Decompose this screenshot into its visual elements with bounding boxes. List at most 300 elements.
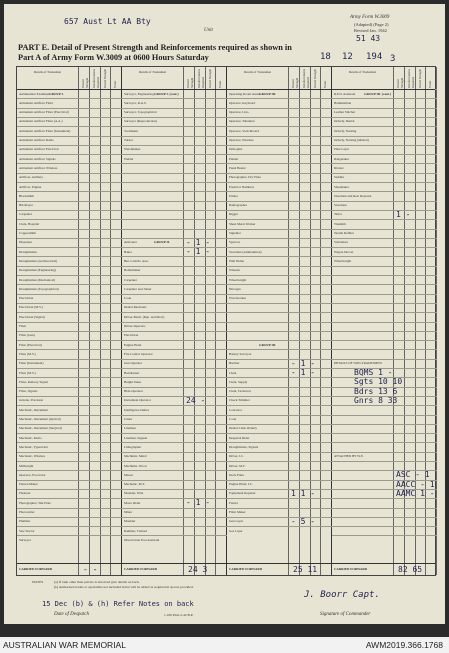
row-label: Riveter (334, 165, 344, 170)
row-line (332, 173, 437, 174)
group-heading: GROUP II. (154, 240, 170, 245)
row-line (332, 154, 437, 155)
row-line (332, 322, 437, 323)
row-label: Draughtsman, Signals (229, 444, 259, 449)
row-line (332, 108, 437, 109)
handwritten-entry: - 1 - (291, 368, 316, 377)
row-line (17, 424, 122, 425)
credit-right: AWM2019.366.1768 (365, 640, 443, 650)
row-label: Textile Refitter (334, 231, 355, 235)
row-line (227, 368, 332, 369)
row-label: Driver, I.C. (229, 454, 245, 459)
row-line (122, 173, 227, 174)
sub-column-header: Totals (323, 80, 328, 88)
row-line (122, 256, 227, 257)
row-line (332, 145, 437, 146)
row-line (227, 508, 332, 509)
row-line (17, 461, 122, 462)
row-line (227, 284, 332, 285)
group-heading: GROUP I. (49, 91, 64, 96)
row-label: Plasterer (19, 491, 31, 496)
row-label: Mechanic, Instrument (Surgical) (19, 426, 62, 431)
row-label: Wheeler (229, 268, 241, 273)
row-line (17, 387, 122, 388)
date-year: 194 (366, 52, 383, 62)
row-label: Butcher (229, 361, 240, 366)
row-line (227, 433, 332, 434)
row-label: Fitter (Gun) (19, 333, 35, 338)
row-label: Armament Artificer Fitter (Electrical) (19, 110, 69, 115)
row-label: R.P.O. Assistant (334, 91, 356, 96)
row-line (227, 340, 332, 341)
row-line (227, 396, 332, 397)
row-label: Fitter (M.V.) (19, 370, 36, 375)
row-line (17, 489, 122, 490)
row-label: Photowriter (19, 510, 35, 514)
row-line (227, 266, 332, 267)
row-label: Woodworker (229, 296, 247, 301)
row-label: Pattern Maker (19, 482, 38, 487)
non-tradesman-entry: Gnrs 8 33 (354, 395, 398, 405)
row-line (122, 284, 227, 285)
row-label: Surveyor, Topographical (124, 110, 157, 115)
row-label: Driver-Mech. (Rep. and Med.) (124, 314, 165, 319)
row-line (227, 349, 332, 350)
row-line (17, 359, 122, 360)
row-label: Mechanic, Radio (19, 435, 42, 440)
row-line (17, 163, 122, 164)
credit-bar (0, 637, 449, 653)
row-line (332, 117, 437, 118)
row-line (332, 275, 437, 276)
date-month: 12 (342, 52, 353, 62)
row-line (332, 238, 437, 239)
row-line (332, 424, 437, 425)
row-label: Signaller (229, 231, 241, 235)
row-label: Storeman and Rear Reporter (334, 193, 372, 198)
row-line (122, 229, 227, 230)
non-tradesman-entry: Sgts 10 10 (354, 377, 403, 387)
row-label: Machinist, Wood (124, 463, 147, 468)
row-line (332, 461, 437, 462)
row-label: Clerk, Hospital (19, 221, 40, 226)
group-heading: GROUP I. (cont.) (154, 91, 179, 96)
row-line (17, 275, 122, 276)
row-line (17, 415, 122, 416)
row-line (17, 238, 122, 239)
date-year-end: 3 (390, 54, 396, 64)
row-label: Clerk, Supply (229, 379, 248, 384)
row-label: Leather Stitcher (334, 110, 356, 115)
sub-column-header: Posted Strength (207, 69, 212, 88)
carried-forward-total: - - (83, 565, 98, 574)
row-line (227, 229, 332, 230)
row-line (17, 340, 122, 341)
sub-column-header: Totals (113, 80, 118, 88)
row-line (227, 163, 332, 164)
note-b: (b) Authorised trades or specialists not included in list will be added as required in spaces provided. (54, 585, 194, 589)
row-label: Wagon Drover (334, 249, 354, 254)
row-label: Sparrow (229, 240, 241, 245)
row-line (122, 154, 227, 155)
row-label: Fitter, Signals (19, 389, 38, 394)
row-label: Mason (124, 472, 133, 477)
handwritten-entry: 1 - (396, 209, 411, 219)
row-label: Dock Fitter (229, 472, 245, 477)
row-line (332, 442, 437, 443)
row-line (227, 182, 332, 183)
row-label: Moulder, Wire (124, 491, 144, 496)
row-line (332, 256, 437, 257)
row-label: Mechanic, M.T. (124, 482, 145, 487)
row-label: Tailor (334, 212, 342, 217)
printer-line: 1.100 Pads 2-42 B.P. (164, 613, 194, 617)
row-line (17, 396, 122, 397)
row-label: Armament Artificer Fitter (19, 100, 54, 105)
row-line (122, 349, 227, 350)
row-label: Storeman (334, 203, 347, 208)
row-line (227, 480, 332, 481)
row-label: Operating Room Assist. (229, 91, 261, 96)
row-label: Carpenter and Joiner (124, 286, 152, 291)
carried-forward-line (17, 563, 435, 564)
row-line (17, 498, 122, 499)
group-heading: GROUP III. (cont.) (364, 91, 392, 96)
row-label: Cook (229, 417, 237, 421)
row-label: Dental Clerk Orderly (229, 426, 258, 431)
sub-column-header: Present Strength (291, 77, 299, 88)
row-line (122, 322, 227, 323)
row-label: Predictor Numbers (229, 184, 254, 189)
row-line (17, 182, 122, 183)
row-label: Wall Dome (229, 258, 245, 263)
row-label: Orderly, Nursing (334, 128, 357, 133)
row-line (332, 136, 437, 137)
row-line (332, 210, 437, 211)
sub-column-header: Posted Strength (102, 69, 107, 88)
row-label: Moulder (124, 519, 136, 524)
row-line (332, 359, 437, 360)
row-line (332, 405, 437, 406)
row-label: Check Trimmer (229, 398, 250, 403)
row-line (122, 294, 227, 295)
row-label: Vulcaniser (334, 240, 349, 245)
row-label: Operator, Excavator (19, 472, 46, 477)
row-line (17, 517, 122, 518)
note-a: (a) If rank other than private is involved give details on back. (54, 580, 140, 584)
row-line (227, 461, 332, 462)
refer-notes: 15 Dec (b) & (h) Refer Notes on back (42, 600, 194, 608)
row-label: Operator, Tabulator (229, 119, 255, 124)
row-line (122, 331, 227, 332)
row-line (227, 98, 332, 99)
row-line (122, 405, 227, 406)
row-label: Ammunition Examiner (19, 91, 50, 96)
row-label: Electrician (M.V.) (19, 305, 43, 310)
row-line (122, 303, 227, 304)
row-line (227, 415, 332, 416)
row-line (17, 219, 122, 220)
sub-column-header: Reinforcements Required (196, 69, 205, 88)
row-line (122, 535, 227, 536)
row-label: Lineman (124, 426, 136, 431)
row-label: Hammerman (334, 100, 352, 105)
row-line (122, 136, 227, 137)
row-line (122, 191, 227, 192)
row-line (122, 452, 227, 453)
details-header-text: Details of Tradesmen (348, 70, 377, 74)
row-line (17, 229, 122, 230)
row-line (17, 480, 122, 481)
row-line (227, 238, 332, 239)
row-label: Electrician (19, 296, 34, 301)
row-line (17, 508, 122, 509)
row-label: Hairdresser (124, 370, 140, 375)
row-line (122, 145, 227, 146)
row-line (122, 359, 227, 360)
row-label: Photographer, Wet Plate (19, 500, 51, 505)
row-line (227, 210, 332, 211)
row-label: Operator, Keyboard (229, 100, 256, 105)
row-line (332, 201, 437, 202)
row-line (122, 247, 227, 248)
non-tradesman-entry: Bdrs 13 6 (354, 386, 398, 396)
row-line (17, 145, 122, 146)
row-label: Fitter (Instrument) (19, 361, 44, 366)
row-line (17, 535, 122, 536)
row-line (122, 442, 227, 443)
row-line (122, 108, 227, 109)
handwritten-entry: AACC - 1 (396, 479, 435, 489)
row-label: Orderly, Dental (334, 119, 355, 124)
details-header-text: Details of Tradesmen (138, 70, 167, 74)
row-label: Fitter (Electrical) (19, 342, 42, 347)
row-line (17, 284, 122, 285)
handwritten-entry: AAMC 1 - (396, 488, 435, 498)
row-line (17, 526, 122, 527)
row-label: Driver-Operator (124, 324, 146, 328)
row-label: Plumber (19, 519, 31, 524)
sub-column-header: Present Strength (396, 77, 404, 88)
row-line (332, 294, 437, 295)
sub-column-header: Totals (428, 80, 433, 88)
row-label: Armament Artificer Wireless (19, 165, 58, 170)
row-label: Bricklayer (19, 203, 33, 208)
row-line (332, 163, 437, 164)
details-header-text: Details of Tradesmen (33, 70, 62, 74)
row-label: Mechanic, Instrument (Optical) (19, 417, 61, 421)
sub-column-header: Present Strength (81, 77, 89, 88)
row-label: Blacksmith (19, 193, 35, 198)
row-label: Artificer, Artillery (19, 175, 44, 180)
row-label: Operator, Wireless (229, 138, 254, 142)
row-label: Armourer (124, 240, 137, 245)
row-line (17, 136, 122, 137)
handwritten-entry: - 1 - (186, 237, 211, 247)
row-line (332, 331, 437, 332)
carried-forward-label: CARRIED FORWARD (229, 567, 263, 571)
unit-handwritten: 657 Aust Lt AA Bty (64, 17, 151, 26)
row-label: Mechanic, Typewriter (19, 444, 49, 449)
row-label: DETAILS OF NON-TRADESMEN (334, 361, 382, 366)
row-line (17, 154, 122, 155)
row-line (332, 284, 437, 285)
row-label: Clerk (229, 370, 237, 375)
row-line (227, 145, 332, 146)
row-label: Turner (124, 138, 133, 142)
signature: J. Boorr Capt. (304, 590, 380, 600)
notes-label: NOTES (32, 580, 44, 584)
handwritten-entry: 24 - (186, 395, 206, 405)
row-label: Lineman, Signals (124, 435, 148, 440)
row-line (332, 349, 437, 350)
row-line (227, 498, 332, 499)
row-line (17, 470, 122, 471)
row-label: Grinder, Precision (19, 398, 44, 403)
row-label: Painter (229, 156, 239, 161)
row-line (17, 201, 122, 202)
row-line (17, 377, 122, 378)
date-day: 18 (320, 52, 331, 62)
row-line (227, 359, 332, 360)
row-label: Surveyor (Reproduction) (124, 119, 158, 124)
row-line (332, 498, 437, 499)
row-label: Intelligence Duties (124, 407, 149, 412)
row-line (227, 219, 332, 220)
row-label: Draughtsman (Topographical) (19, 286, 59, 291)
row-label: Armament Artificer Fitter (A.A.) (19, 119, 63, 124)
row-label: Motor Rider (124, 500, 141, 505)
row-line (227, 303, 332, 304)
row-line (332, 340, 437, 341)
row-label: Panel Beater (229, 165, 246, 170)
row-line (227, 452, 332, 453)
row-line (17, 108, 122, 109)
row-line (122, 182, 227, 183)
row-line (17, 294, 122, 295)
row-label: Gas Layer (229, 528, 243, 533)
serial-handwritten: 51 43 (356, 34, 381, 43)
row-label: ATTACHED BY W.E. (334, 454, 364, 459)
row-label: Height Taker (124, 379, 142, 384)
row-label: Draughtsman (19, 249, 37, 254)
row-label: Despatch Rider (229, 435, 250, 440)
row-label: Cook (124, 296, 132, 301)
row-line (17, 303, 122, 304)
row-line (227, 117, 332, 118)
row-label: Machinist, Metal (124, 454, 147, 459)
row-label: Fire Control Operator (124, 351, 153, 356)
row-line (227, 424, 332, 425)
row-line (227, 136, 332, 137)
handwritten-entry: ASC - 1 (396, 470, 430, 480)
row-line (227, 126, 332, 127)
row-line (332, 433, 437, 434)
form-sheet (4, 4, 445, 624)
row-label: Armament Artificer Radio (19, 138, 54, 142)
row-line (122, 489, 227, 490)
credit-left: AUSTRALIAN WAR MEMORIAL (3, 640, 126, 650)
row-line (122, 480, 227, 481)
row-label: Tinsmith (334, 221, 346, 226)
row-label: Surveyor, Engineering (124, 91, 154, 96)
non-tradesman-entry: BQMS 1 - (354, 368, 393, 377)
row-line (332, 219, 437, 220)
carried-forward-label: CARRIED FORWARD (334, 567, 368, 571)
row-line (332, 535, 437, 536)
row-label: Artificer, Engine (19, 184, 42, 189)
row-line (122, 98, 227, 99)
row-label: Fitter Maker (229, 510, 246, 514)
row-line (227, 470, 332, 471)
row-line (332, 98, 437, 99)
row-line (17, 312, 122, 313)
row-label: Engine Hand, I.C. (229, 482, 253, 487)
handwritten-entry: - 5 - (291, 516, 316, 526)
form-ref: Army Form W.3009 (350, 15, 390, 20)
row-line (17, 117, 122, 118)
row-line (17, 191, 122, 192)
sub-column-header: Posted Strength (312, 69, 317, 88)
row-label: Electrician (124, 333, 139, 338)
row-line (17, 331, 122, 332)
row-line (122, 517, 227, 518)
row-line (332, 266, 437, 267)
form-adapted: (Adapted) (Page 2) (354, 22, 389, 27)
row-label: Coppersmith (19, 231, 37, 235)
details-header-text: Details of Tradesmen (243, 70, 272, 74)
row-line (332, 303, 437, 304)
form-revised: Revised Jan. 1942 (354, 28, 387, 33)
row-line (17, 266, 122, 267)
row-line (227, 154, 332, 155)
row-line (227, 294, 332, 295)
row-label: Miner (124, 510, 133, 514)
row-line (122, 266, 227, 267)
row-line (227, 108, 332, 109)
carried-forward-total: 25 11 (293, 565, 318, 574)
handwritten-entry: - 1 - (186, 498, 211, 508)
row-line (122, 387, 227, 388)
row-label: Orthoptist (229, 147, 243, 152)
handwritten-entry: - 1 - (291, 358, 316, 368)
sub-column-header: Present Strength (186, 77, 194, 88)
row-line (227, 201, 332, 202)
row-label: Hide Operator (124, 389, 143, 394)
row-line (227, 526, 332, 527)
row-label: Fitter, Railway Signal (19, 379, 48, 384)
row-line (122, 219, 227, 220)
row-line (122, 275, 227, 276)
part-title: PART E. Detail of Present Strength and Reinforcements required as shown in Part A of Army Form W.3009 at 0600 Hours Saturday (18, 43, 292, 62)
row-line (17, 433, 122, 434)
row-line (122, 461, 227, 462)
row-label: Wheelwright (229, 277, 247, 282)
row-line (332, 247, 437, 248)
row-line (122, 340, 227, 341)
row-line (332, 182, 437, 183)
row-label: Armament Artificer Electrical (19, 147, 59, 152)
row-label: Plate Layer (334, 147, 350, 152)
row-line (227, 312, 332, 313)
row-line (122, 424, 227, 425)
row-label: Rigger (229, 212, 238, 217)
row-label: Wheelwright (334, 258, 352, 263)
group-heading: GROUP III. (259, 342, 277, 347)
row-label: Mechanic, Instrument (19, 407, 48, 412)
row-label: Operator, Switchboard (229, 128, 259, 133)
row-label: Surveyor (19, 537, 32, 542)
